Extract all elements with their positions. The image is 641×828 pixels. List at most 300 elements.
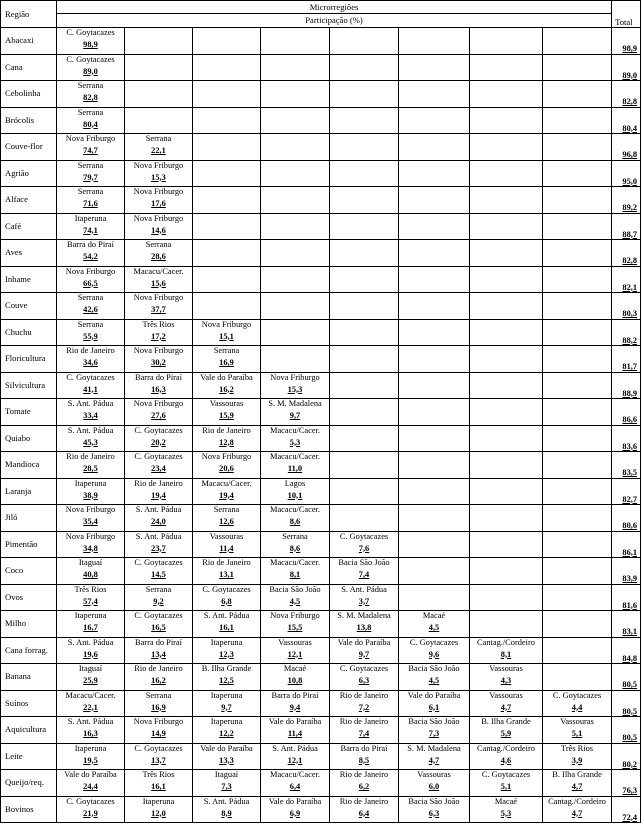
microregion-name: B. Ilha Grande xyxy=(201,664,252,673)
participation-value: 8,9 xyxy=(221,808,232,818)
microregion-cell xyxy=(330,452,399,479)
total-value: 76,3 xyxy=(612,770,641,797)
microregion-cell xyxy=(125,372,193,399)
region-label: Pimentão xyxy=(1,531,57,558)
table-row xyxy=(1,399,641,426)
microregion-cell xyxy=(330,319,399,346)
microregion-cell xyxy=(470,611,543,638)
participation-value: 20,6 xyxy=(219,464,234,473)
region-label: Laranja xyxy=(1,478,57,505)
table-body xyxy=(1,28,641,823)
microregion-cell xyxy=(470,54,543,81)
microregion-cell xyxy=(193,134,261,161)
microregion-cell xyxy=(543,134,612,161)
microregion-name: S. M. Madalena xyxy=(407,743,461,753)
microregion-cell xyxy=(470,664,543,691)
participation-value: 57,4 xyxy=(83,596,98,606)
participation-value: 28,5 xyxy=(83,464,98,473)
participation-value: 40,8 xyxy=(83,570,98,579)
microregion-cell xyxy=(543,107,612,134)
table-row xyxy=(1,319,641,346)
microregion-name: Vassouras xyxy=(560,717,594,726)
participation-value: 13,7 xyxy=(151,755,166,765)
microregion-cell xyxy=(470,134,543,161)
microregion-cell xyxy=(543,505,612,532)
participation-value: 13,3 xyxy=(219,755,234,765)
participation-value: 20,2 xyxy=(151,437,166,447)
microregion-name: Três Rios xyxy=(142,770,175,779)
participation-value: 4,7 xyxy=(428,755,440,765)
participation-value: 12,0 xyxy=(151,808,166,818)
microregion-name: C. Goytacazes xyxy=(481,770,531,779)
region-label: Bovinos xyxy=(1,796,57,823)
region-label: Aves xyxy=(1,240,57,267)
microregion-cell xyxy=(125,664,193,691)
microregion-cell xyxy=(470,478,543,505)
microregion-cell xyxy=(57,160,125,187)
microregion-name: Serrana xyxy=(77,293,104,302)
participation-value: 19,4 xyxy=(219,490,234,500)
microregion-cell xyxy=(125,293,193,320)
microregion-cell xyxy=(399,664,470,691)
microregion-cell xyxy=(261,717,330,744)
participation-value: 13,1 xyxy=(219,570,234,579)
microregion-cell xyxy=(57,134,125,161)
microregion-cell xyxy=(57,266,125,293)
microregion-cell xyxy=(330,531,399,558)
microregion-cell xyxy=(543,584,612,611)
microregion-name: Macacu/Cacer. xyxy=(270,505,320,514)
microregion-cell xyxy=(543,637,612,664)
participation-value: 17,2 xyxy=(151,331,166,341)
region-label: Jiló xyxy=(1,505,57,532)
microregion-cell xyxy=(57,28,125,55)
microregion-cell xyxy=(193,531,261,558)
microregion-cell xyxy=(193,81,261,108)
participation-value: 16,2 xyxy=(151,676,166,685)
participation-value: 4,7 xyxy=(571,782,583,791)
participation-value: 22,1 xyxy=(151,146,166,155)
total-value: 83,6 xyxy=(612,425,641,452)
region-label: Cebolinha xyxy=(1,81,57,108)
table-row xyxy=(1,558,641,585)
participation-value: 71,6 xyxy=(83,199,98,208)
microregion-cell xyxy=(330,584,399,611)
microregion-name: Nova Friburgo xyxy=(65,266,116,276)
microregion-name: S. Ant. Pádua xyxy=(67,637,114,647)
microregion-name: Serrana xyxy=(213,346,240,355)
microregion-name: C. Goytacazes xyxy=(134,743,183,753)
microregion-name: Rio de Janeiro xyxy=(339,770,389,779)
participation-value: 55,9 xyxy=(83,331,98,341)
participation-value: 6,9 xyxy=(289,808,301,818)
participation-value: 23,7 xyxy=(151,543,166,553)
microregion-cell xyxy=(470,584,543,611)
microregion-cell xyxy=(399,611,470,638)
participation-value: 21,9 xyxy=(83,808,98,818)
microregion-cell xyxy=(193,425,261,452)
participation-value: 11,4 xyxy=(219,543,234,553)
region-label: Cana xyxy=(1,54,57,81)
microregion-cell xyxy=(193,54,261,81)
microregion-name: Cantag./Cordeiro xyxy=(548,796,606,806)
region-label: Abacaxi xyxy=(1,28,57,55)
microregion-name: S. M. Madalena xyxy=(268,399,322,408)
participation-value: 38,9 xyxy=(83,490,98,500)
microregion-name: Rio de Janeiro xyxy=(339,690,389,700)
total-value: 80,5 xyxy=(612,717,641,744)
microregion-cell xyxy=(193,28,261,55)
microregion-name: C. Goytacazes xyxy=(134,425,183,435)
table-row xyxy=(1,81,641,108)
microregion-name: Vale do Paraíba xyxy=(268,717,322,726)
microregion-cell xyxy=(57,743,125,770)
microregion-cell xyxy=(261,266,330,293)
microregion-cell xyxy=(125,531,193,558)
microregion-cell xyxy=(543,293,612,320)
microregion-cell xyxy=(193,690,261,717)
microregion-cell xyxy=(261,558,330,585)
participation-value: 41,1 xyxy=(83,384,98,394)
microregion-cell xyxy=(330,690,399,717)
participation-value: 5,1 xyxy=(571,729,583,738)
microregion-cell xyxy=(330,478,399,505)
table-row xyxy=(1,240,641,267)
microregion-cell xyxy=(330,107,399,134)
microregion-name: Barra do Piraí xyxy=(67,240,114,249)
microregion-cell xyxy=(399,584,470,611)
microregion-cell xyxy=(399,770,470,797)
table-row xyxy=(1,796,641,823)
microregion-cell xyxy=(193,664,261,691)
participation-value: 89,0 xyxy=(83,66,98,76)
microregion-cell xyxy=(543,531,612,558)
microregion-cell xyxy=(193,717,261,744)
microregion-cell xyxy=(543,319,612,346)
microregion-cell xyxy=(543,664,612,691)
region-label: Queijo/req. xyxy=(1,770,57,797)
microregion-name: Bacia São João xyxy=(338,558,390,567)
microregion-name: Nova Friburgo xyxy=(270,372,320,382)
microregion-cell xyxy=(261,505,330,532)
microregion-name: C. Goytacazes xyxy=(66,28,115,37)
microregion-name: Itaguaí xyxy=(214,770,239,779)
participation-value: 7,2 xyxy=(358,702,370,712)
microregion-name: C. Goytacazes xyxy=(202,584,251,594)
microregion-cell xyxy=(125,134,193,161)
microregion-name: C. Goytacazes xyxy=(339,531,389,541)
microregion-cell xyxy=(399,81,470,108)
microregion-name: Serrana xyxy=(145,134,172,143)
microregion-cell xyxy=(57,319,125,346)
microregion-name: Nova Friburgo xyxy=(201,452,252,461)
microregion-cell xyxy=(261,399,330,426)
total-value: 80,2 xyxy=(612,743,641,770)
microregion-cell xyxy=(470,28,543,55)
microregion-cell xyxy=(193,399,261,426)
microregion-cell xyxy=(261,690,330,717)
microregion-name: Macacu/Cacer. xyxy=(270,425,320,435)
microregion-name: Barra do Piraí xyxy=(135,637,182,647)
microregion-cell xyxy=(193,187,261,214)
microregion-name: Itaperuna xyxy=(210,690,243,700)
participation-value: 11,0 xyxy=(287,464,303,473)
participation-value: 16,1 xyxy=(219,623,234,632)
participation-value: 3,7 xyxy=(358,596,370,606)
microregion-cell xyxy=(57,611,125,638)
table-row xyxy=(1,717,641,744)
microregion-name: Cantag./Cordeiro xyxy=(477,743,535,753)
microregion-cell xyxy=(399,346,470,373)
total-value: 82,1 xyxy=(612,266,641,293)
microregion-cell xyxy=(330,796,399,823)
microregion-cell xyxy=(470,717,543,744)
participation-value: 5,3 xyxy=(500,808,512,818)
microregion-name: Três Rios xyxy=(561,743,594,753)
microregion-cell xyxy=(261,452,330,479)
microregion-cell xyxy=(125,240,193,267)
microregion-name: Barra do Piraí xyxy=(135,372,182,382)
microregion-name: Itaperuna xyxy=(74,611,107,620)
microregion-cell xyxy=(261,664,330,691)
microregion-name: Macaé xyxy=(283,664,307,673)
microregion-name: Itaperuna xyxy=(210,717,243,726)
microregion-name: Vale do Paraíba xyxy=(337,637,391,647)
microregion-cell xyxy=(57,796,125,823)
microregion-name: Rio de Janeiro xyxy=(202,425,251,435)
header-participation: Participação (%) xyxy=(57,14,612,28)
total-value: 96,8 xyxy=(612,134,641,161)
microregion-name: S. Ant. Pádua xyxy=(135,505,182,514)
microregion-name: B. Ilha Grande xyxy=(481,717,531,726)
total-value: 80,6 xyxy=(612,505,641,532)
participation-value: 34,8 xyxy=(83,543,98,553)
participation-value: 25,9 xyxy=(83,676,98,685)
microregion-cell xyxy=(261,346,330,373)
microregion-cell xyxy=(543,346,612,373)
microregion-name: S. Ant. Pádua xyxy=(135,531,182,541)
microregion-cell xyxy=(399,28,470,55)
microregion-name: Itaperuna xyxy=(74,478,107,488)
microregion-name: C. Goytacazes xyxy=(66,54,115,64)
microregion-cell xyxy=(261,240,330,267)
microregion-cell xyxy=(57,664,125,691)
total-value: 83,1 xyxy=(612,611,641,638)
table-row xyxy=(1,54,641,81)
table-row xyxy=(1,690,641,717)
participation-value: 16,3 xyxy=(83,729,98,738)
total-value: 83,9 xyxy=(612,558,641,585)
microregion-cell xyxy=(193,796,261,823)
microregion-name: Vassouras xyxy=(278,637,312,647)
microregion-cell xyxy=(470,558,543,585)
participation-value: 6,4 xyxy=(289,782,301,791)
microregion-cell xyxy=(543,28,612,55)
table-row xyxy=(1,584,641,611)
microregion-cell xyxy=(125,584,193,611)
participation-value: 6,2 xyxy=(358,782,370,791)
region-label: Leite xyxy=(1,743,57,770)
microregion-name: Rio de Janeiro xyxy=(339,796,389,806)
microregion-cell xyxy=(125,319,193,346)
microregion-cell xyxy=(261,213,330,240)
microregion-name: Nova Friburgo xyxy=(201,319,252,329)
microregion-name: Itaperuna xyxy=(74,743,107,753)
participation-value: 16,9 xyxy=(151,702,166,712)
microregion-cell xyxy=(261,796,330,823)
microregion-cell xyxy=(193,505,261,532)
region-label: Quiabo xyxy=(1,425,57,452)
microregion-cell xyxy=(125,266,193,293)
microregion-cell xyxy=(330,558,399,585)
table-row xyxy=(1,107,641,134)
microregion-cell xyxy=(399,425,470,452)
participation-value: 10,8 xyxy=(287,676,303,685)
participation-value: 4,5 xyxy=(428,623,440,632)
participation-value: 16,2 xyxy=(219,384,234,394)
microregion-cell xyxy=(543,770,612,797)
participation-value: 7,4 xyxy=(358,729,370,738)
microregion-name: Itaguaí xyxy=(78,664,103,673)
microregion-cell xyxy=(543,452,612,479)
total-value: 88,2 xyxy=(612,319,641,346)
region-label: Coco xyxy=(1,558,57,585)
microregion-name: Vassouras xyxy=(489,690,523,700)
microregion-cell xyxy=(261,28,330,55)
total-value: 81,6 xyxy=(612,584,641,611)
table-row xyxy=(1,293,641,320)
microregion-name: Nova Friburgo xyxy=(133,346,184,355)
microregion-cell xyxy=(261,134,330,161)
participation-value: 13,8 xyxy=(356,623,372,632)
region-label: Milho xyxy=(1,611,57,638)
region-label: Couve xyxy=(1,293,57,320)
total-value: 80,5 xyxy=(612,690,641,717)
microregion-name: Serrana xyxy=(77,107,104,117)
participation-value: 19,5 xyxy=(83,755,98,765)
participation-value: 8,5 xyxy=(358,755,370,765)
total-value: 86,1 xyxy=(612,531,641,558)
microregion-name: Vassouras xyxy=(417,770,451,779)
microregion-name: S. Ant. Pádua xyxy=(67,399,114,408)
total-value: 72,4 xyxy=(612,796,641,823)
microregion-cell xyxy=(330,266,399,293)
microregion-name: Rio de Janeiro xyxy=(134,478,183,488)
participation-value: 80,4 xyxy=(83,119,98,129)
microregion-cell xyxy=(261,425,330,452)
microregion-name: Nova Friburgo xyxy=(133,160,184,170)
microregion-cell xyxy=(399,531,470,558)
microregion-cell xyxy=(543,187,612,214)
microregion-cell xyxy=(399,690,470,717)
microregion-cell xyxy=(125,770,193,797)
microregion-cell xyxy=(399,134,470,161)
microregion-cell xyxy=(261,107,330,134)
microregion-cell xyxy=(399,505,470,532)
microregion-cell xyxy=(330,81,399,108)
total-value: 82,7 xyxy=(612,478,641,505)
region-label: Cana forrag. xyxy=(1,637,57,664)
table-row xyxy=(1,28,641,55)
region-label: Tomate xyxy=(1,399,57,426)
microregion-name: Barra do Piraí xyxy=(340,743,388,753)
total-value: 98,9 xyxy=(612,28,641,55)
microregion-name: Rio de Janeiro xyxy=(339,717,389,726)
microregion-cell xyxy=(399,637,470,664)
participation-value: 35,4 xyxy=(83,517,98,526)
microregion-name: Bacia São João xyxy=(408,796,460,806)
microregion-name: Serrana xyxy=(213,505,240,514)
participation-value: 15,3 xyxy=(287,384,303,394)
microregion-cell xyxy=(193,584,261,611)
microregion-cell xyxy=(125,160,193,187)
total-value: 88,7 xyxy=(612,213,641,240)
microregion-cell xyxy=(261,478,330,505)
participation-value: 12,1 xyxy=(287,755,303,765)
microregion-cell xyxy=(193,240,261,267)
participation-value: 45,3 xyxy=(83,437,98,447)
table-row xyxy=(1,266,641,293)
microregion-cell xyxy=(399,107,470,134)
microregion-name: Cantag./Cordeiro xyxy=(477,637,535,647)
microregion-cell xyxy=(330,293,399,320)
total-value: 88,9 xyxy=(612,372,641,399)
microregion-name: Rio de Janeiro xyxy=(134,664,183,673)
microregion-cell xyxy=(193,637,261,664)
microregion-cell xyxy=(330,160,399,187)
participation-value: 22,1 xyxy=(83,702,98,712)
table-row xyxy=(1,770,641,797)
participation-value: 16,3 xyxy=(151,384,166,394)
microregion-cell xyxy=(57,425,125,452)
microregion-cell xyxy=(57,558,125,585)
microregion-cell xyxy=(193,452,261,479)
total-value: 89,2 xyxy=(612,187,641,214)
participation-value: 23,4 xyxy=(151,464,166,473)
microregion-cell xyxy=(193,743,261,770)
participation-value: 9,6 xyxy=(428,649,440,659)
participation-value: 4,7 xyxy=(500,702,512,712)
microregion-name: Vale do Paraíba xyxy=(407,690,461,700)
participation-value: 14,6 xyxy=(151,225,166,235)
microregion-name: Serrana xyxy=(77,81,104,90)
region-label: Floricultura xyxy=(1,346,57,373)
microregion-cell xyxy=(330,54,399,81)
microregion-cell xyxy=(125,399,193,426)
microregion-cell xyxy=(330,743,399,770)
microregion-cell xyxy=(470,213,543,240)
microregion-name: C. Goytacazes xyxy=(134,452,183,461)
microregion-cell xyxy=(330,28,399,55)
participation-value: 98,9 xyxy=(83,40,98,49)
microregion-name: Bacia São João xyxy=(408,717,460,726)
participation-value: 5,3 xyxy=(289,437,301,447)
participation-value: 19,4 xyxy=(151,490,166,500)
microregion-cell xyxy=(57,187,125,214)
microregion-cell xyxy=(470,452,543,479)
microregion-cell xyxy=(470,160,543,187)
microregion-name: Nova Friburgo xyxy=(133,187,184,196)
microregion-name: Rio de Janeiro xyxy=(66,346,115,355)
microregion-cell xyxy=(399,160,470,187)
participation-value: 8,6 xyxy=(289,517,301,526)
microregion-cell xyxy=(470,743,543,770)
microregion-cell xyxy=(193,478,261,505)
microregion-cell xyxy=(543,717,612,744)
microregion-name: Macacu/Cacer. xyxy=(270,558,320,567)
region-label: Aquicultura xyxy=(1,717,57,744)
microregion-cell xyxy=(125,690,193,717)
